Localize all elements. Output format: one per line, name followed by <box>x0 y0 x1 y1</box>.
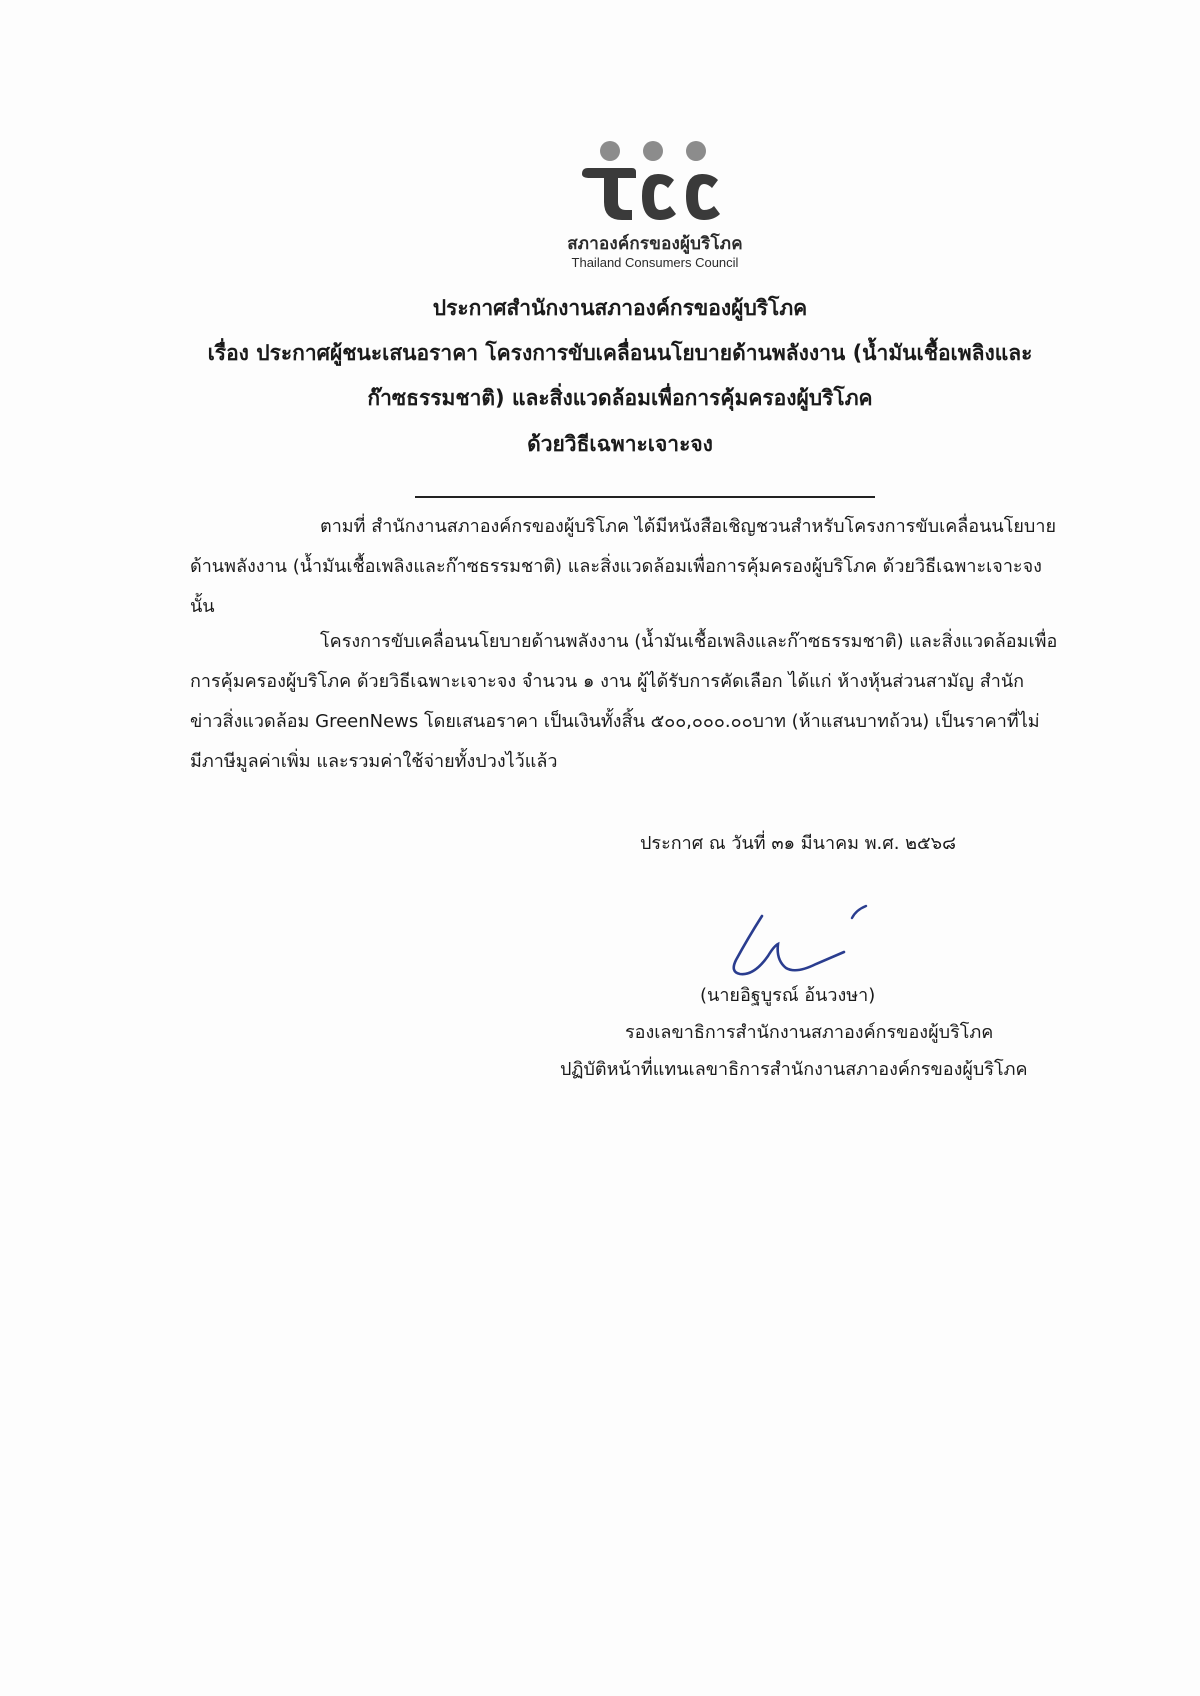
announcement-title: ประกาศสำนักงานสภาองค์กรของผู้บริโภค <box>432 296 808 320</box>
signature-stroke-mark <box>852 906 866 918</box>
paragraph-1-line: ตามที่ สำนักงานสภาองค์กรของผู้บริโภค ได้มีหนังสือเชิญชวนสำหรับโครงการขับเคลื่อนนโยบาย <box>320 516 1057 537</box>
paragraph-1 <box>190 507 1120 627</box>
tcc-logo <box>540 140 770 280</box>
paragraph-1-line: นั้น <box>190 596 215 617</box>
logo-dot-1 <box>600 141 620 161</box>
logo-english-name: Thailand Consumers Council <box>571 255 739 270</box>
logo-letter-t <box>582 168 636 220</box>
paragraph-1-line: ด้านพลังงาน (น้ำมันเชื้อเพลิงและก๊าซธรรมชาติ) และสิ่งแวดล้อมเพื่อการคุ้มครองผู้บริโภค ด้วยวิธีเฉพาะเจาะจง <box>190 556 1042 577</box>
signatory-position-2: ปฏิบัติหน้าที่แทนเลขาธิการสำนักงานสภาองค์กรของผู้บริโภค <box>560 1059 1028 1080</box>
paragraph-2-line: ข่าวสิ่งแวดล้อม GreenNews โดยเสนอราคา เป็นเงินทั้งสิ้น ๕๐๐,๐๐๐.๐๐บาท (ห้าแสนบาทถ้วน) เป็นราคาที่ไม่ <box>190 711 1040 732</box>
subject-line-3: ด้วยวิธีเฉพาะเจาะจง <box>527 432 713 456</box>
signatory-name: (นายอิฐบูรณ์ อ้นวงษา) <box>700 985 876 1006</box>
heading-divider <box>415 496 875 498</box>
logo-dot-3 <box>686 141 706 161</box>
logo-letter-c1 <box>642 174 676 220</box>
logo-thai-name: สภาองค์กรของผู้บริโภค <box>567 234 743 254</box>
signature-stroke-main <box>734 916 844 974</box>
logo-letter-c2 <box>686 174 720 220</box>
paragraph-2 <box>190 622 1120 782</box>
signatory-position-1: รองเลขาธิการสำนักงานสภาองค์กรของผู้บริโภค <box>625 1022 994 1043</box>
paragraph-2-line: มีภาษีมูลค่าเพิ่ม และรวมค่าใช้จ่ายทั้งปวงไว้แล้ว <box>190 751 558 772</box>
tcc-logo-mark <box>578 140 728 222</box>
logo-dot-2 <box>643 141 663 161</box>
paragraph-2-line: การคุ้มครองผู้บริโภค ด้วยวิธีเฉพาะเจาะจง จำนวน ๑ งาน ผู้ได้รับการคัดเลือก ได้แก่ ห้างหุ้นส่วนสามัญ สำนัก <box>190 671 1025 692</box>
handwritten-signature <box>720 898 920 988</box>
paragraph-2-line: โครงการขับเคลื่อนนโยบายด้านพลังงาน (น้ำมันเชื้อเพลิงและก๊าซธรรมชาติ) และสิ่งแวดล้อมเพื่อ <box>320 631 1058 652</box>
subject-line-2: ก๊าซธรรมชาติ) และสิ่งแวดล้อมเพื่อการคุ้มครองผู้บริโภค <box>367 386 873 410</box>
announcement-date: ประกาศ ณ วันที่ ๓๑ มีนาคม พ.ศ. ๒๕๖๘ <box>640 833 956 854</box>
subject-line-1: เรื่อง ประกาศผู้ชนะเสนอราคา โครงการขับเคลื่อนนโยบายด้านพลังงาน (น้ำมันเชื้อเพลิงและ <box>207 341 1033 365</box>
